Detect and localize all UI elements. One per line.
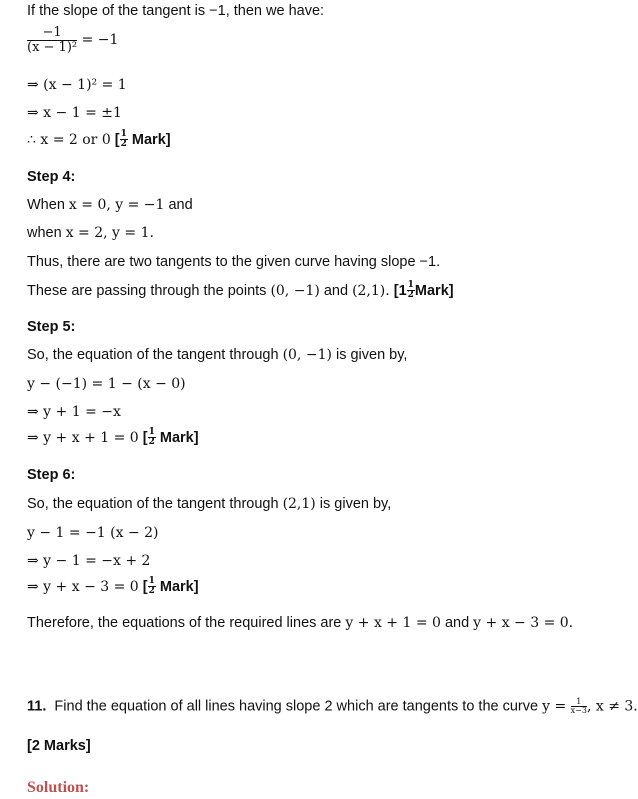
- mark-label: [ $\frac{1}{2}$ Mark]: [142, 427, 199, 448]
- question-11: 11. Find the equation of all lines having slope 2 which are tangents to the curve y = $\frac{1}{x-3}$ , x ≠ 3.: [27, 697, 638, 716]
- text-line: So, the equation of the tangent through (2,1) is given by,: [27, 496, 392, 512]
- text-line: When x = 0, y = −1 and: [27, 197, 193, 213]
- equation-result: ⇒ y + x − 3 = 0 [ $\frac{1}{2}$ Mark]: [27, 576, 199, 597]
- step-heading: Step 4:: [27, 169, 76, 185]
- equation-result: ∴ x = 2 or 0 [ $\frac{1}{2}$ Mark]: [27, 129, 171, 150]
- equation: ⇒ x − 1 = ±1: [27, 105, 122, 121]
- equation: y − 1 = −1 (x − 2): [27, 525, 159, 541]
- equation: ⇒ (x − 1)² = 1: [27, 77, 127, 93]
- text-line: These are passing through the points (0, −1) and (2,1). [1 $\frac{1}{2}$ Mark]: [27, 280, 454, 301]
- mark-label: [1 $\frac{1}{2}$ Mark]: [389, 280, 454, 301]
- intro-text: If the slope of the tangent is −1, then we have:: [27, 3, 325, 19]
- marks-label: [2 Marks]: [27, 738, 91, 754]
- text-line: Thus, there are two tangents to the given curve having slope −1.: [27, 254, 441, 270]
- step-heading: Step 5:: [27, 319, 76, 335]
- equation: y − (−1) = 1 − (x − 0): [27, 376, 186, 392]
- equation: ⇒ y − 1 = −x + 2: [27, 553, 151, 569]
- mark-label: [ $\frac{1}{2}$ Mark]: [142, 576, 199, 597]
- text-line: So, the equation of the tangent through (0, −1) is given by,: [27, 347, 408, 363]
- text-line: when x = 2, y = 1.: [27, 225, 154, 241]
- equation: ⇒ y + 1 = −x: [27, 404, 121, 420]
- solution-label: Solution:: [27, 779, 90, 796]
- step-heading: Step 6:: [27, 467, 76, 483]
- mark-label: [ $\frac{1}{2}$ Mark]: [114, 129, 171, 150]
- equation-slope: $\frac{-1}{\text{(x − 1)²}}$ = −1: [27, 25, 119, 55]
- equation-result: ⇒ y + x + 1 = 0 [ $\frac{1}{2}$ Mark]: [27, 427, 199, 448]
- conclusion: Therefore, the equations of the required lines are y + x + 1 = 0 and y + x − 3 = 0.: [27, 615, 574, 631]
- fraction: $\frac{-1}{\text{(x − 1)²}}$: [27, 25, 78, 55]
